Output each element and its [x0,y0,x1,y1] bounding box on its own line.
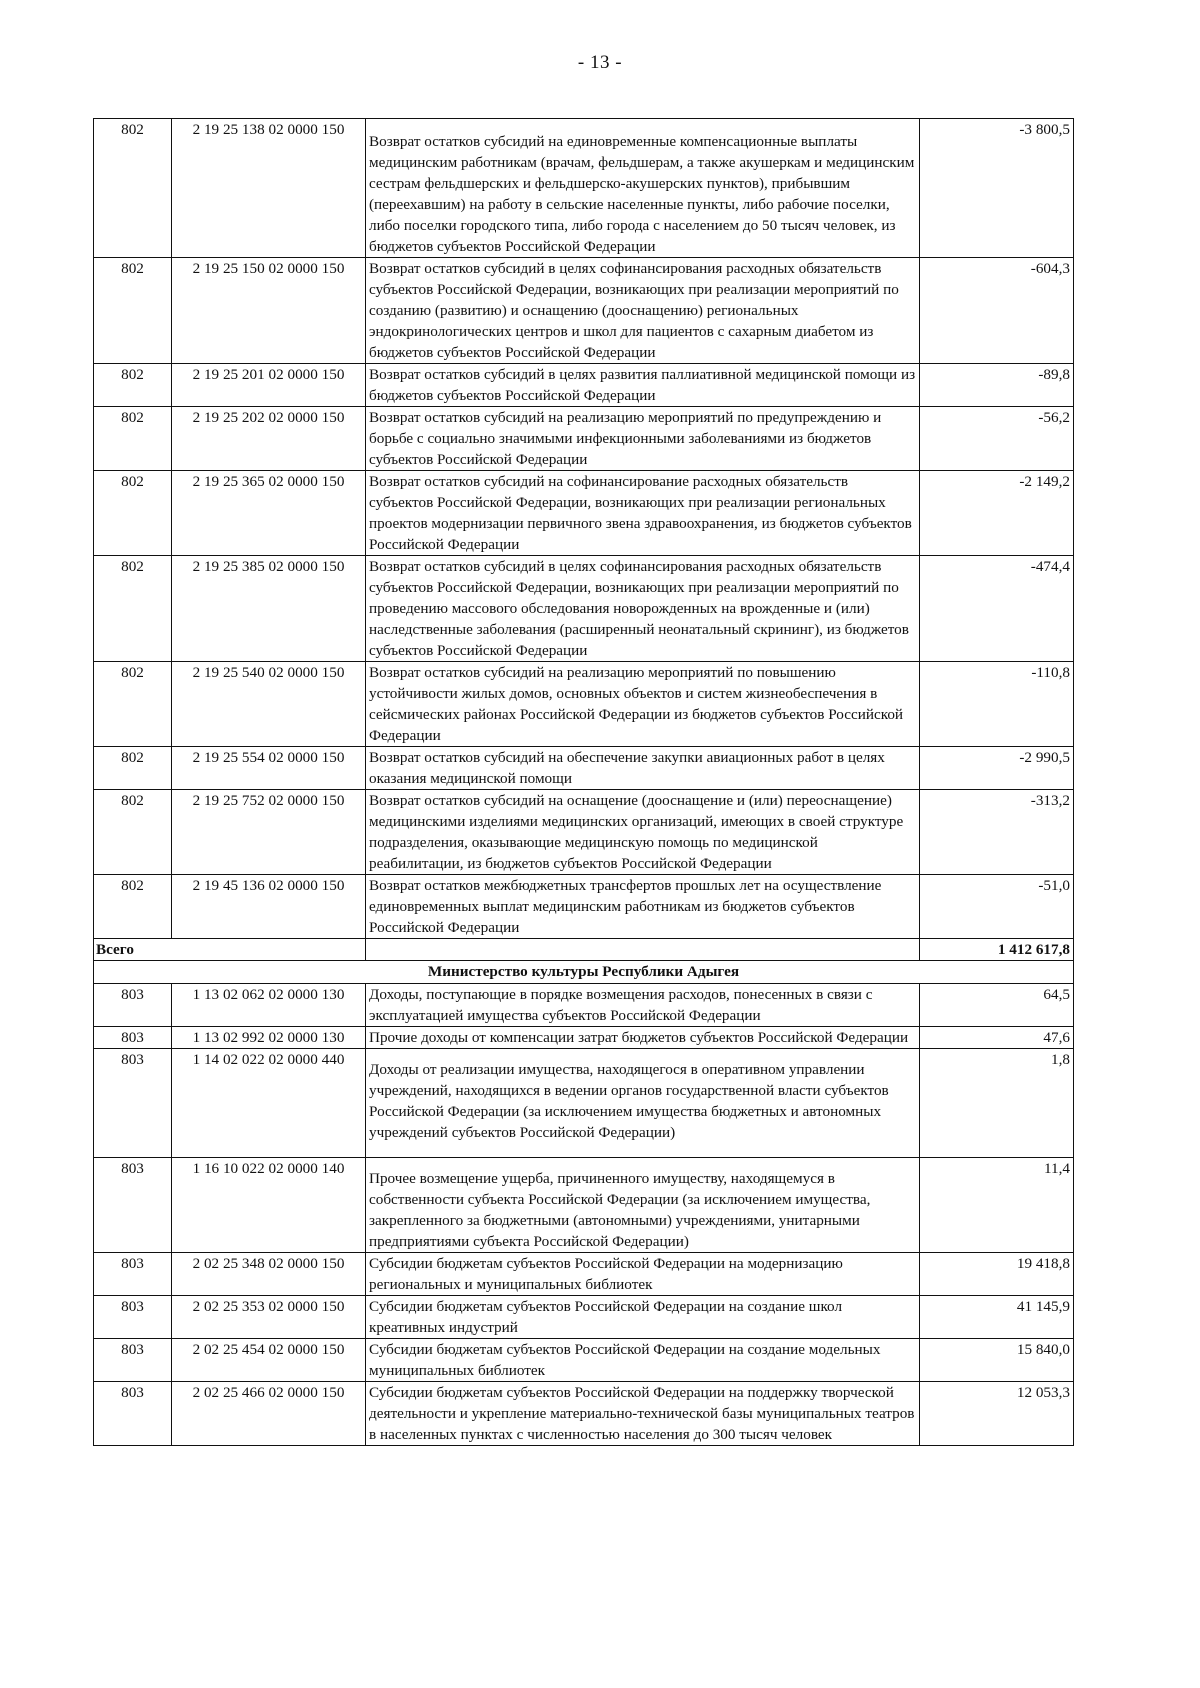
budget-code: 2 19 25 385 02 0000 150 [172,556,366,662]
table-row [94,258,1074,364]
budget-code: 2 02 25 454 02 0000 150 [172,1339,366,1382]
budget-code: 2 19 25 201 02 0000 150 [172,364,366,407]
budget-code: 2 02 25 353 02 0000 150 [172,1296,366,1339]
table-row [94,662,1074,747]
table-row [94,1339,1074,1382]
amount: -604,3 [920,258,1074,364]
amount: -110,8 [920,662,1074,747]
budget-code: 2 19 25 202 02 0000 150 [172,407,366,471]
admin-code: 803 [94,1049,172,1158]
amount: 19 418,8 [920,1253,1074,1296]
revenue-name: Возврат остатков межбюджетных трансфертов прошлых лет на осуществление единовременных выплат медицинским работникам из бюджетов субъектов Российской Федерации [366,875,920,939]
amount: 47,6 [920,1027,1074,1049]
total-amount: 1 412 617,8 [920,939,1074,961]
table-row [94,1253,1074,1296]
revenue-name: Субсидии бюджетам субъектов Российской Федерации на поддержку творческой деятельности и укрепление материально-технической базы муниципальных театров в населенных пунктах с численностью населения до 300 тысяч человек [366,1382,920,1446]
admin-code: 803 [94,984,172,1027]
amount: -89,8 [920,364,1074,407]
amount: -2 149,2 [920,471,1074,556]
revenue-name: Возврат остатков субсидий в целях софинансирования расходных обязательств субъектов Российской Федерации, возникающих при реализации мероприятий по проведению массового обследования новорожденных на врожденные и (или) наследственные заболевания (расширенный неонатальный скрининг), из бюджетов субъектов Российской Федерации [366,556,920,662]
revenue-name: Доходы, поступающие в порядке возмещения расходов, понесенных в связи с эксплуатацией имущества субъектов Российской Федерации [366,984,920,1027]
amount: -56,2 [920,407,1074,471]
budget-code: 2 19 25 554 02 0000 150 [172,747,366,790]
section-header-row [94,961,1074,984]
revenue-name: Возврат остатков субсидий на реализацию мероприятий по предупреждению и борьбе с социально значимыми инфекционными заболеваниями из бюджетов субъектов Российской Федерации [366,407,920,471]
page-number: - 13 - [577,52,623,73]
amount: 41 145,9 [920,1296,1074,1339]
total-label: Всего [94,939,366,961]
amount: 64,5 [920,984,1074,1027]
budget-code: 2 19 25 365 02 0000 150 [172,471,366,556]
revenue-name: Субсидии бюджетам субъектов Российской Федерации на модернизацию региональных и муниципальных библиотек [366,1253,920,1296]
admin-code: 802 [94,747,172,790]
amount: 12 053,3 [920,1382,1074,1446]
revenue-name: Возврат остатков субсидий на единовременные компенсационные выплаты медицинским работникам (врачам, фельдшерам, а также акушеркам и медицинским сестрам фельдшерских и фельдшерско-акушерских пунктов), прибывшим (переехавшим) на работу в сельские населенные пункты, либо рабочие поселки, либо поселки городского типа, либо города с населением до 50 тысяч человек, из бюджетов субъектов Российской Федерации [366,119,920,258]
budget-code: 2 19 25 752 02 0000 150 [172,790,366,875]
budget-code: 2 19 25 138 02 0000 150 [172,119,366,258]
revenue-name: Субсидии бюджетам субъектов Российской Федерации на создание модельных муниципальных библиотек [366,1339,920,1382]
budget-code: 2 02 25 466 02 0000 150 [172,1382,366,1446]
table-row [94,1296,1074,1339]
amount: 15 840,0 [920,1339,1074,1382]
amount: -474,4 [920,556,1074,662]
table-row [94,1049,1074,1158]
admin-code: 803 [94,1382,172,1446]
admin-code: 802 [94,662,172,747]
revenue-name: Возврат остатков субсидий на оснащение (дооснащение и (или) переоснащение) медицинскими изделиями медицинских организаций, имеющих в своей структуре подразделения, оказывающие медицинскую помощь по медицинской реабилитации, из бюджетов субъектов Российской Федерации [366,790,920,875]
revenue-name: Возврат остатков субсидий на обеспечение закупки авиационных работ в целях оказания медицинской помощи [366,747,920,790]
admin-code: 802 [94,407,172,471]
admin-code: 802 [94,258,172,364]
amount: -2 990,5 [920,747,1074,790]
budget-code: 1 16 10 022 02 0000 140 [172,1158,366,1253]
budget-code: 1 13 02 992 02 0000 130 [172,1027,366,1049]
amount: -51,0 [920,875,1074,939]
table-row [94,364,1074,407]
table-row [94,984,1074,1027]
table-row [94,1382,1074,1446]
admin-code: 803 [94,1253,172,1296]
admin-code: 803 [94,1296,172,1339]
revenue-name: Возврат остатков субсидий в целях софинансирования расходных обязательств субъектов Российской Федерации, возникающих при реализации мероприятий по созданию (развитию) и оснащению (дооснащению) региональных эндокринологических центров и школ для пациентов с сахарным диабетом из бюджетов субъектов Российской Федерации [366,258,920,364]
admin-code: 802 [94,119,172,258]
admin-code: 802 [94,364,172,407]
table-row [94,1027,1074,1049]
revenue-name: Возврат остатков субсидий на софинансирование расходных обязательств субъектов Российской Федерации, возникающих при реализации региональных проектов модернизации первичного звена здравоохранения, из бюджетов субъектов Российской Федерации [366,471,920,556]
amount: 1,8 [920,1049,1074,1158]
admin-code: 803 [94,1339,172,1382]
table-row [94,119,1074,258]
table-row [94,471,1074,556]
admin-code: 803 [94,1027,172,1049]
admin-code: 802 [94,556,172,662]
admin-code: 802 [94,875,172,939]
table-row [94,407,1074,471]
budget-code: 2 19 25 150 02 0000 150 [172,258,366,364]
table-row [94,747,1074,790]
total-row [94,939,1074,961]
table-row [94,1158,1074,1253]
total-empty-cell [366,939,920,961]
revenue-name: Прочие доходы от компенсации затрат бюджетов субъектов Российской Федерации [366,1027,920,1049]
revenue-name: Возврат остатков субсидий в целях развития паллиативной медицинской помощи из бюджетов субъектов Российской Федерации [366,364,920,407]
budget-code: 1 14 02 022 02 0000 440 [172,1049,366,1158]
revenue-table [93,118,1074,1446]
budget-code: 2 19 25 540 02 0000 150 [172,662,366,747]
amount: -3 800,5 [920,119,1074,258]
table-row [94,556,1074,662]
budget-code: 1 13 02 062 02 0000 130 [172,984,366,1027]
budget-code: 2 19 45 136 02 0000 150 [172,875,366,939]
amount: -313,2 [920,790,1074,875]
budget-code: 2 02 25 348 02 0000 150 [172,1253,366,1296]
admin-code: 803 [94,1158,172,1253]
admin-code: 802 [94,471,172,556]
revenue-name: Возврат остатков субсидий на реализацию мероприятий по повышению устойчивости жилых домов, основных объектов и систем жизнеобеспечения в сейсмических районах Российской Федерации из бюджетов субъектов Российской Федерации [366,662,920,747]
admin-code: 802 [94,790,172,875]
revenue-name: Субсидии бюджетам субъектов Российской Федерации на создание школ креативных индустрий [366,1296,920,1339]
revenue-name: Доходы от реализации имущества, находящегося в оперативном управлении учреждений, находящихся в ведении органов государственной власти субъектов Российской Федерации (за исключением имущества бюджетных и автономных учреждений субъектов Российской Федерации) [366,1049,920,1158]
table-row [94,875,1074,939]
table-row [94,790,1074,875]
amount: 11,4 [920,1158,1074,1253]
section-title: Министерство культуры Республики Адыгея [94,961,1074,984]
revenue-name: Прочее возмещение ущерба, причиненного имуществу, находящемуся в собственности субъекта Российской Федерации (за исключением имущества, закрепленного за бюджетными (автономными) учреждениями, унитарными предприятиями субъекта Российской Федерации) [366,1158,920,1253]
